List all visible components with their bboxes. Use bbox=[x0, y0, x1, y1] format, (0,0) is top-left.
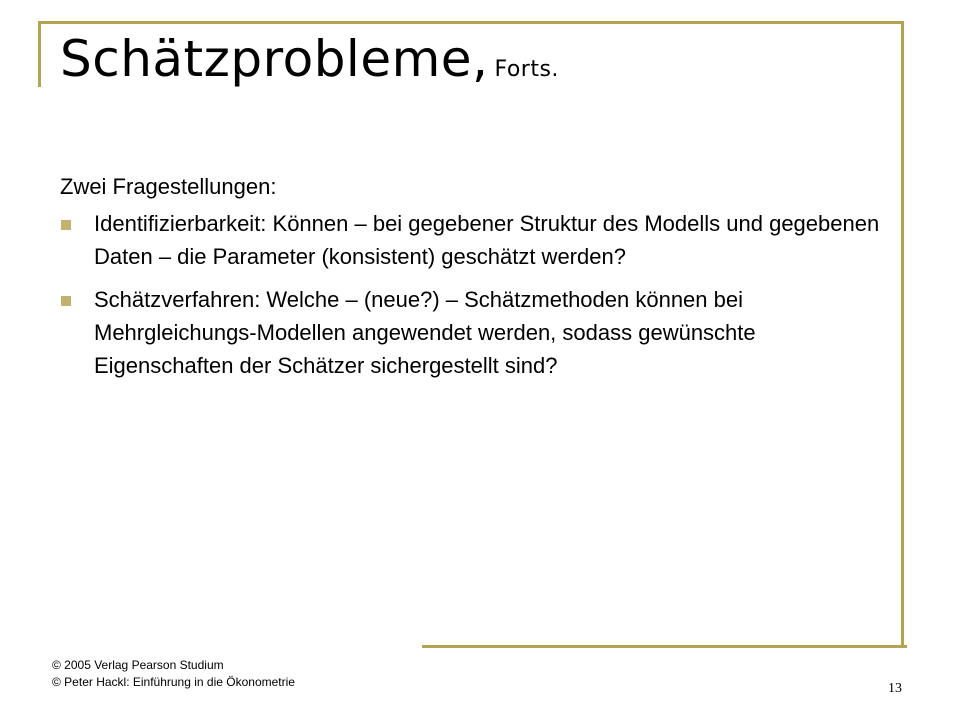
slide-title-suffix: Forts. bbox=[494, 57, 559, 82]
bullet-text: Identifizierbarkeit: Können – bei gegebener Struktur des Modells und gegebenen Daten – die Parameter (konsistent) geschätzt werden? bbox=[94, 211, 880, 269]
frame-bottom-line bbox=[422, 645, 907, 648]
footer-copyright-author: © Peter Hackl: Einführung in die Ökonometrie bbox=[52, 675, 295, 689]
footer-copyright-publisher: © 2005 Verlag Pearson Studium bbox=[52, 658, 224, 672]
bullet-list bbox=[60, 207, 880, 382]
page-number: 13 bbox=[888, 681, 902, 696]
bullet-text: Schätzverfahren: Welche – (neue?) – Schätzmethoden können bei Mehrgleichungs-Modellen angewendet werden, sodass gewünschte Eigenschaften der Schätzer sichergestellt sind? bbox=[94, 287, 756, 378]
frame-top-line bbox=[40, 21, 904, 24]
frame-right-line bbox=[901, 21, 904, 647]
frame-left-line bbox=[38, 21, 41, 87]
intro-text: Zwei Fragestellungen: bbox=[60, 174, 277, 199]
footer bbox=[52, 657, 295, 691]
square-bullet-icon bbox=[61, 296, 71, 306]
slide-content bbox=[60, 170, 880, 392]
slide-title-main: Schätzprobleme, bbox=[60, 30, 489, 88]
bullet-item bbox=[60, 283, 880, 382]
slide-title bbox=[60, 30, 559, 88]
bullet-item bbox=[60, 207, 880, 273]
square-bullet-icon bbox=[61, 220, 71, 230]
